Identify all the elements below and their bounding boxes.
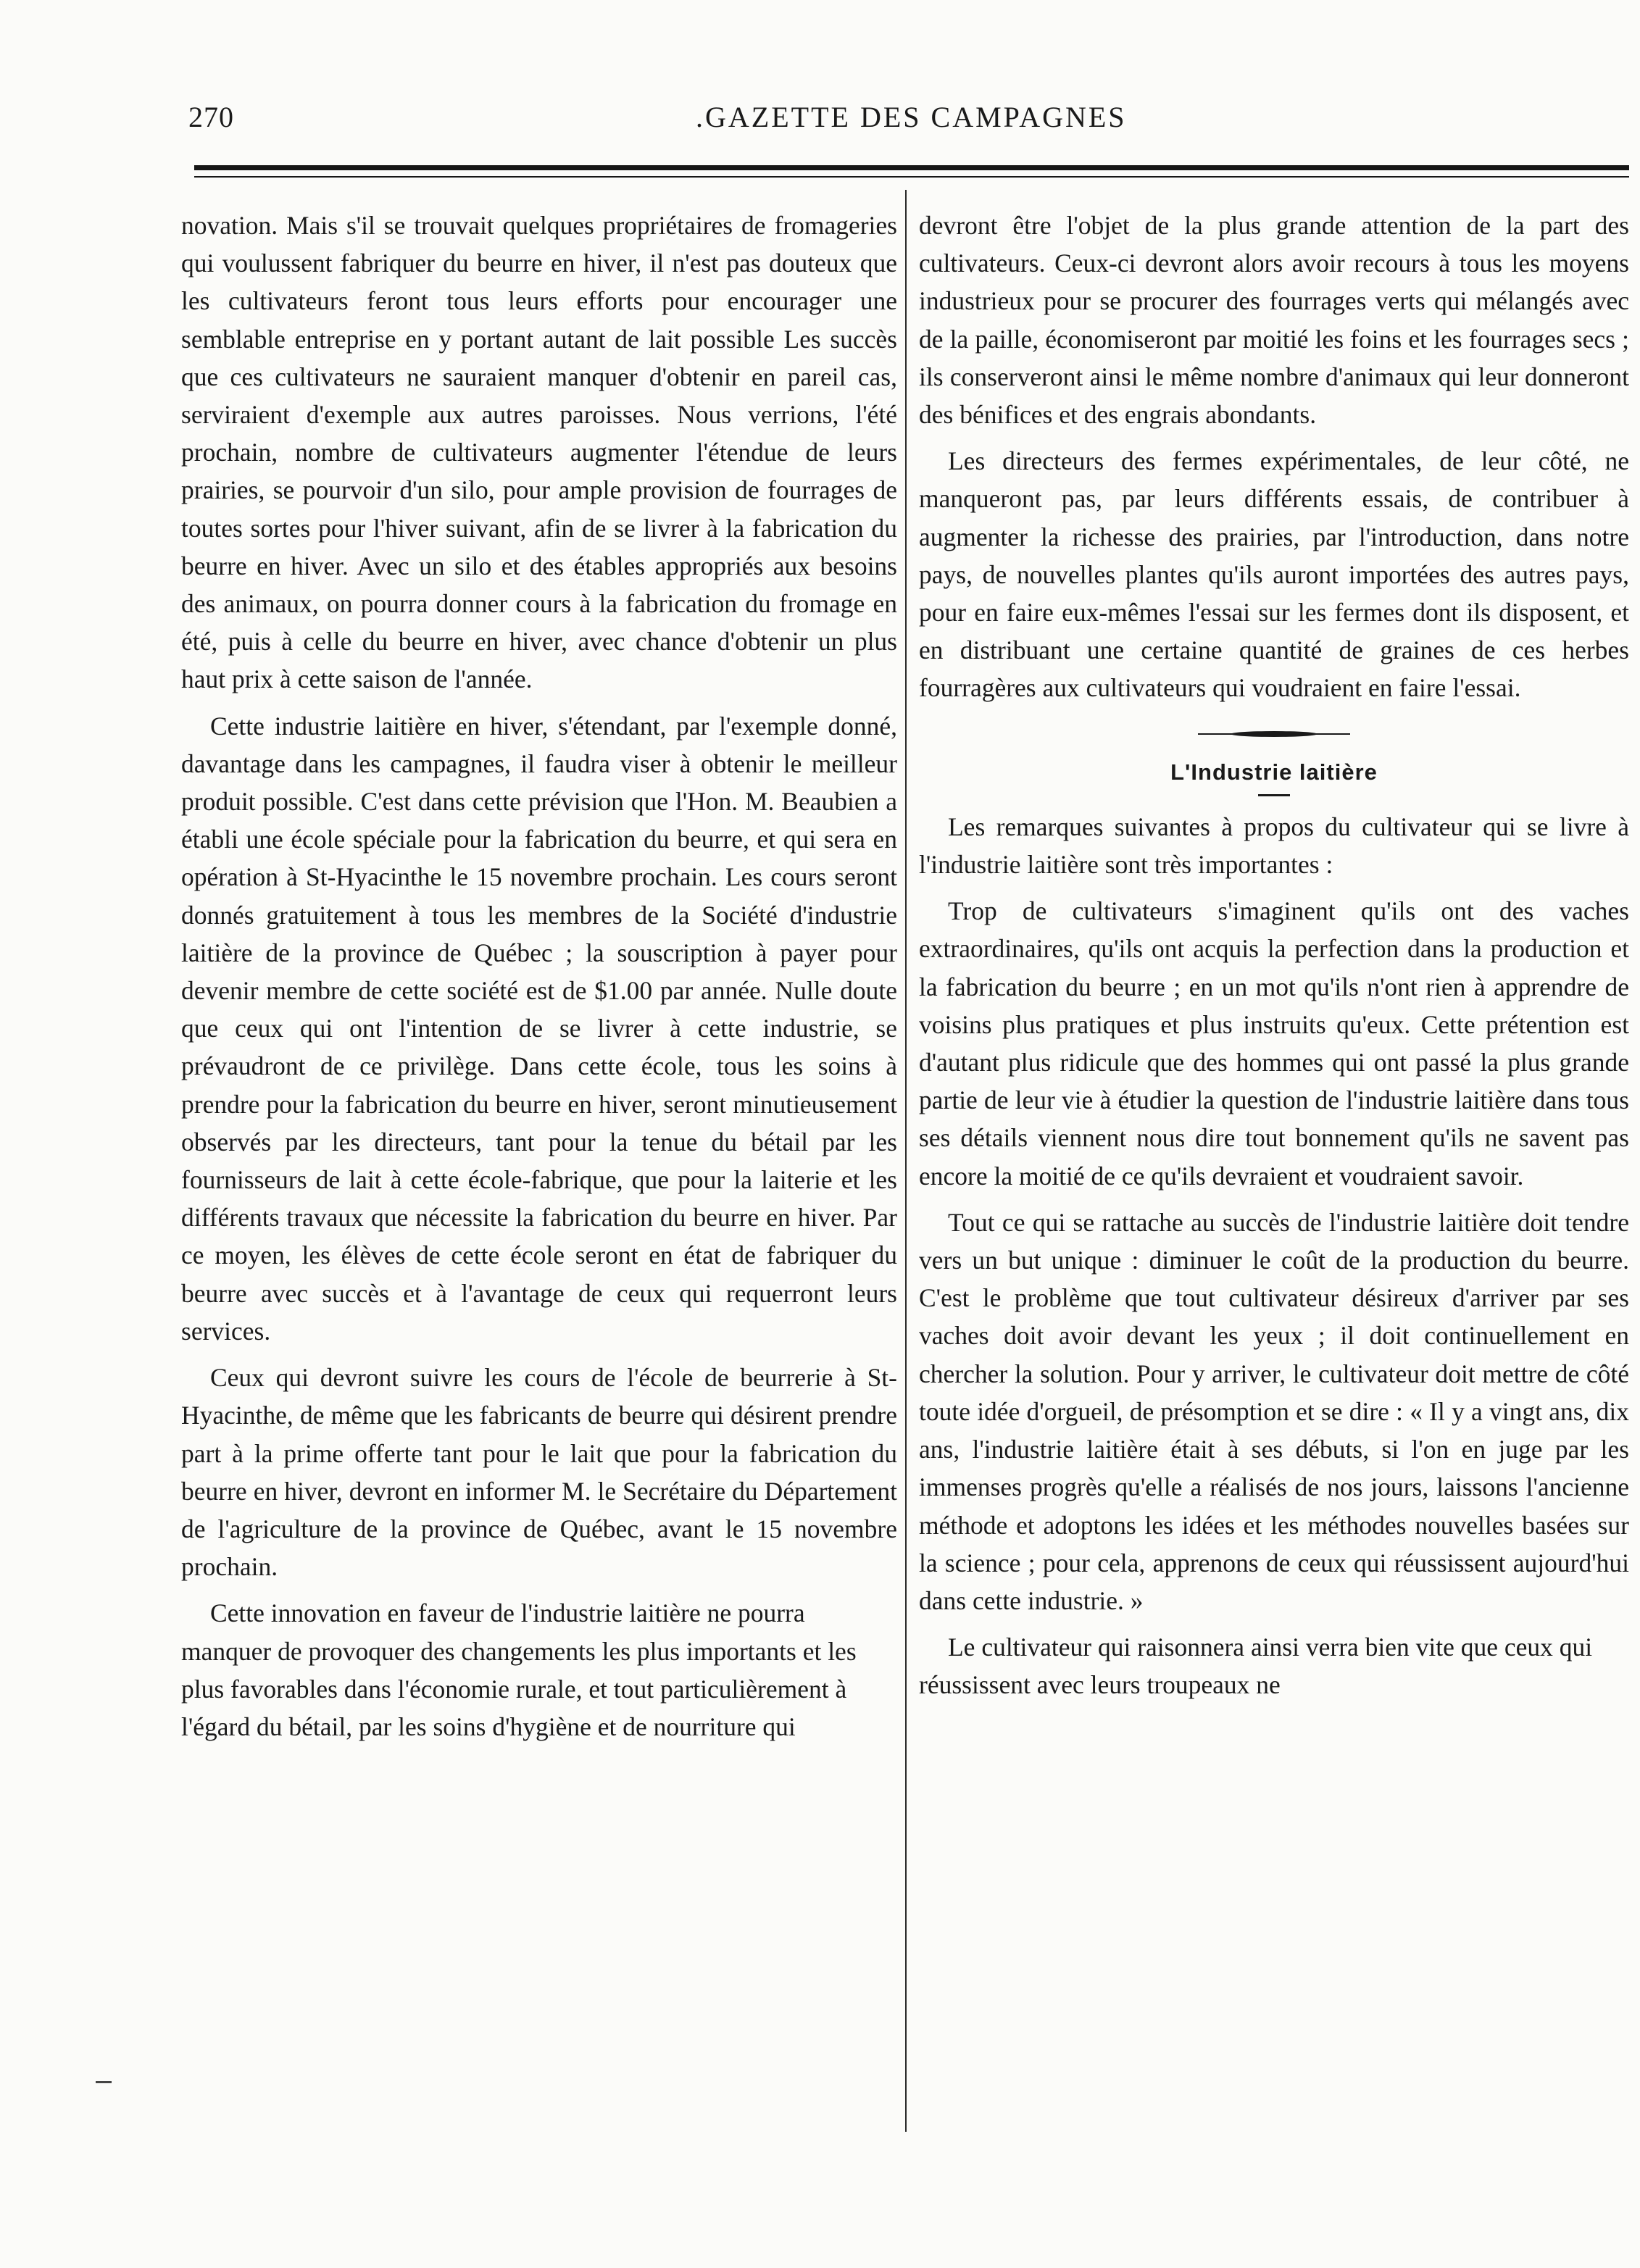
- right-paragraph-1: devront être l'objet de la plus grande attention de la part des cultivateurs. Ceux-ci devront alors avoir recours à tous les moyens industrieux pour se procurer des fourrages verts qui mélangés avec de la paille, économiseront par moitié les foins et les fourrages secs ; ils conserveront ainsi le même nombre d'animaux qui leur donneront des bénifices et des engrais abondants.: [919, 211, 1629, 430]
- right-paragraph-5: Tout ce qui se rattache au succès de l'industrie laitière doit tendre vers un but unique : diminuer le coût de la production du beurre. C'est le problème que tout cultivateur désireux d'arriver par ses vaches doit avoir devant les yeux ; il doit continuellement en chercher la solution. Pour y arriver, le cultivateur doit mettre de côté toute idée d'orgueil, de présomption et se dire : « Il y a vingt ans, dix ans, l'industrie laitière était à ses débuts, si l'on en juge par les immenses progrès qu'elle a réalisés de nos jours, laissons l'ancienne méthode et adoptons les idées et les méthodes nouvelles basées sur la science ; pour cela, apprenons de ceux qui réussissent aujourd'hui dans cette industrie. »: [919, 1207, 1629, 1615]
- page-header: [188, 100, 1631, 143]
- right-paragraph-3: Les remarques suivantes à propos du cultivateur qui se livre à l'industrie laitière sont très importantes :: [919, 812, 1629, 880]
- left-paragraph-2: Cette industrie laitière en hiver, s'étendant, par l'exemple donné, davantage dans les campagnes, il faudra viser à obtenir le meilleur produit possible. C'est dans cette prévision que l'Hon. M. Beaubien a établi une école spéciale pour la fabrication du beurre, et qui sera en opération à St-Hyacinthe le 15 novembre prochain. Les cours seront donnés gratuitement à tous les membres de la Société d'industrie laitière de la province de Québec ; la souscription à payer pour devenir membre de cette société est de $1.00 par année. Nulle doute que ceux qui ont l'intention de se livrer à cette industrie, se prévaudront de ce privilège. Dans cette école, tous les soins à prendre pour la fabrication du beurre en hiver, seront minutieusement observés par les directeurs, tant pour la tenue du bétail par les fournisseurs de lait à cette école-fabrique, que pour la laiterie et les différents travaux que nécessite la fabrication du beurre en hiver. Par ce moyen, les élèves de cette école seront en état de fabriquer du beurre avec succès et à l'avantage de ceux qui requerront leurs services.: [181, 711, 897, 1346]
- margin-mark: [96, 2081, 112, 2083]
- right-paragraph-4: Trop de cultivateurs s'imaginent qu'ils ont des vaches extraordinaires, qu'ils ont acquis la perfection dans la production et la fabrication du beurre ; en un mot qu'ils n'ont rien à apprendre de voisins plus pratiques et plus instruits qu'eux. Cette prétention est d'autant plus ridicule que des hommes qui ont passé la plus grande partie de leur vie à étudier la question de l'industrie laitière dans tous ses détails viennent nous dire tout bonnement qu'ils ne savent pas encore la moitié de ce qu'ils devraient et voudraient savoir.: [919, 896, 1629, 1191]
- left-paragraph-1: novation. Mais s'il se trouvait quelques propriétaires de fromageries qui voulussent fabriquer du beurre en hiver, il n'est pas douteux que les cultivateurs feront tous leurs efforts pour encourager une semblable entreprise en y portant autant de lait possible Les succès que ces cultivateurs ne sauraient manquer d'obtenir en pareil cas, serviraient d'exemple aux autres paroisses. Nous verrions, l'été prochain, nombre de cultivateurs augmenter l'étendue de leurs prairies, se pourvoir d'un silo, pour ample provision de fourrages de toutes sortes pour l'hiver suivant, afin de se livrer à la fabrication du beurre en hiver. Avec un silo et des étables appropriés aux besoins des animaux, on pourra donner cours à la fabrication du fromage en été, puis à celle du beurre en hiver, avec chance d'obtenir un plus haut prix à cette saison de l'année.: [181, 211, 897, 694]
- right-paragraph-6: Le cultivateur qui raisonnera ainsi verra bien vite que ceux qui réussissent avec leurs troupeaux ne: [919, 1633, 1593, 1700]
- left-paragraph-3: Ceux qui devront suivre les cours de l'école de beurrerie à St-Hyacinthe, de même que les fabricants de beurre qui désirent prendre part à la prime offerte tant pour le lait que pour la fabrication du beurre en hiver, devront en informer M. le Secrétaire du Département de l'agriculture de la province de Québec, avant le 15 novembre prochain.: [181, 1363, 897, 1582]
- column-divider: [905, 190, 907, 2132]
- section-heading: L'Industrie laitière: [1170, 759, 1378, 785]
- header-rule-thick: [194, 165, 1629, 170]
- page-number: 270: [188, 101, 234, 133]
- section-ornament-rule: [1198, 730, 1350, 738]
- left-paragraph-4: Cette innovation en faveur de l'industrie laitière ne pourra manquer de provoquer des changements les plus importants et les plus favorables dans l'économie rurale, et tout particulièrement à l'égard du bétail, par les soins d'hygiène et de nourriture qui: [181, 1598, 857, 1741]
- right-paragraph-2: Les directeurs des fermes expérimentales, de leur côté, ne manqueront pas, par leurs différents essais, de contribuer à augmenter la richesse des prairies, par l'introduction, dans notre pays, de nouvelles plantes qu'ils auront importées des autres pays, pour en faire eux-mêmes l'essai sur les fermes dont ils disposent, et en distribuant une certaine quantité de graines de ces herbes fourragères aux cultivateurs qui voudraient en faire l'essai.: [919, 446, 1629, 703]
- left-column: [181, 207, 897, 1754]
- running-title: .GAZETTE DES CAMPAGNES: [696, 101, 1127, 133]
- heading-dash: [1258, 794, 1290, 796]
- header-rule-thin: [194, 176, 1629, 178]
- right-column: [919, 207, 1629, 1713]
